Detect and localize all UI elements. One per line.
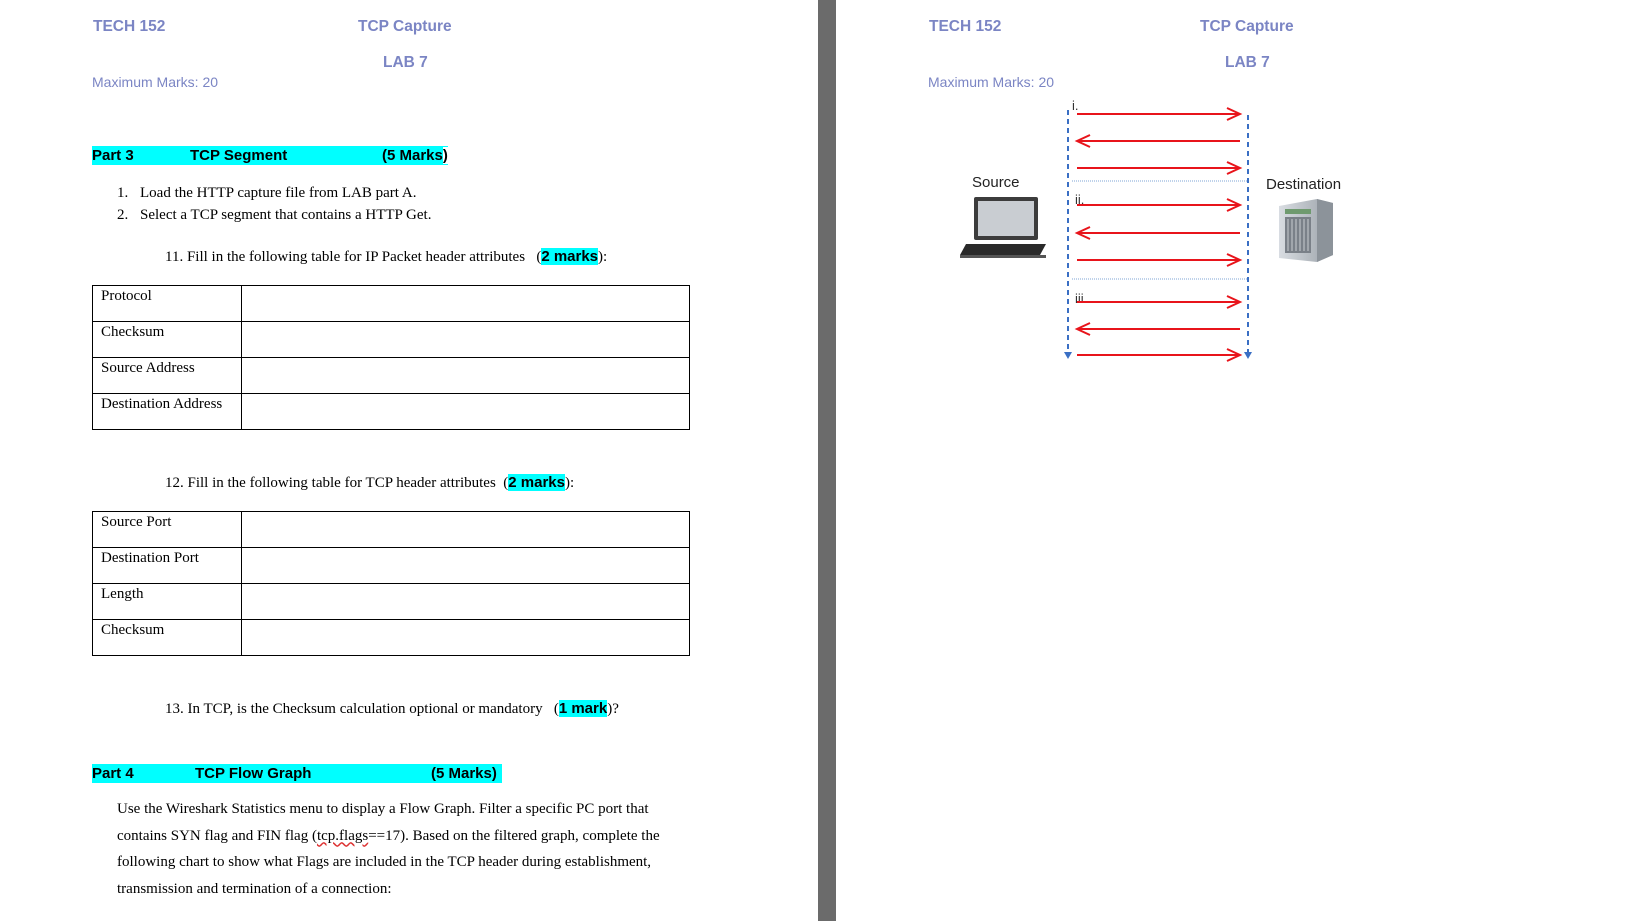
table-row <box>93 584 690 620</box>
document-page-right <box>836 0 1638 921</box>
marks-badge: 2 marks <box>508 474 565 491</box>
question-12: 12. Fill in the following table for TCP header attributes (2 marks): <box>165 474 575 491</box>
server-icon <box>1279 199 1333 262</box>
list-item: 1. Load the HTTP capture file from LAB part A. <box>117 185 417 201</box>
table-row <box>93 286 690 322</box>
answer-cell[interactable] <box>242 620 690 656</box>
part4-heading <box>92 764 502 783</box>
part4-title: TCP Flow Graph <box>195 765 312 782</box>
arrow-to-destination <box>1077 199 1240 211</box>
lab-number: LAB 7 <box>1225 54 1270 71</box>
arrow-to-destination <box>1077 349 1240 361</box>
phase-label: iii. <box>1075 291 1088 306</box>
max-marks: Maximum Marks: 20 <box>92 74 219 90</box>
document-title: TCP Capture <box>1200 18 1294 35</box>
phase-label: i. <box>1072 98 1079 113</box>
destination-lifeline <box>1244 115 1252 359</box>
answer-cell[interactable] <box>242 584 690 620</box>
arrow-to-destination <box>1077 108 1240 120</box>
source-lifeline <box>1064 110 1072 359</box>
phase-label: ii. <box>1075 192 1085 207</box>
source-label: Source <box>972 174 1020 191</box>
row-label: Destination Port <box>93 548 242 584</box>
part4-label: Part 4 <box>92 765 134 782</box>
document-title: TCP Capture <box>358 18 452 35</box>
instruction-list <box>117 182 431 226</box>
page-divider <box>818 0 836 921</box>
row-label: Source Address <box>93 358 242 394</box>
arrow-to-source <box>1077 323 1240 335</box>
filter-expression: tcp.flags <box>316 827 369 844</box>
answer-cell[interactable] <box>242 358 690 394</box>
table-row <box>93 394 690 430</box>
part4-marks: (5 Marks) <box>431 765 497 782</box>
row-label: Checksum <box>93 620 242 656</box>
tcp-header-table <box>92 511 690 656</box>
table-row <box>93 358 690 394</box>
marks-badge: 1 mark <box>558 700 608 717</box>
part3-label: Part 3 <box>92 147 134 164</box>
max-marks: Maximum Marks: 20 <box>928 74 1055 90</box>
part3-heading <box>92 146 452 165</box>
table-row <box>93 548 690 584</box>
message-arrows <box>1077 108 1240 361</box>
row-label: Checksum <box>93 322 242 358</box>
row-label: Protocol <box>93 286 242 322</box>
lab-number: LAB 7 <box>383 54 428 71</box>
answer-cell[interactable] <box>242 322 690 358</box>
answer-cell[interactable] <box>242 394 690 430</box>
arrow-to-destination <box>1077 254 1240 266</box>
course-code: TECH 152 <box>93 18 166 35</box>
row-label: Source Port <box>93 512 242 548</box>
course-code: TECH 152 <box>929 18 1002 35</box>
table-row <box>93 322 690 358</box>
table-row <box>93 512 690 548</box>
tcp-flow-diagram <box>836 0 1638 921</box>
arrow-to-destination <box>1077 296 1240 308</box>
part4-instructions: Use the Wireshark Statistics menu to display a Flow Graph. Filter a specific PC port that contains SYN flag and FIN flag (tcp.flags==17). Based on the filtered graph, complete the following chart to show what Flags are included in the TCP header during establishment, transmission and termination of a connection: <box>117 801 660 897</box>
destination-label: Destination <box>1266 176 1342 193</box>
row-label: Destination Address <box>93 394 242 430</box>
answer-cell[interactable] <box>242 512 690 548</box>
laptop-icon <box>960 197 1046 258</box>
list-item: 2. Select a TCP segment that contains a HTTP Get. <box>117 207 432 223</box>
question-11: 11. Fill in the following table for IP Packet header attributes (2 marks): <box>165 248 608 265</box>
question-13: 13. In TCP, is the Checksum calculation optional or mandatory (1 mark)? <box>165 700 619 717</box>
marks-badge: 2 marks <box>541 248 599 265</box>
answer-cell[interactable] <box>242 286 690 322</box>
row-label: Length <box>93 584 242 620</box>
ip-header-table <box>92 285 690 430</box>
arrow-to-source <box>1077 135 1240 147</box>
arrow-to-source <box>1077 227 1240 239</box>
part3-marks: (5 Marks) <box>382 147 448 164</box>
document-page-left <box>0 0 818 921</box>
arrow-to-destination <box>1077 162 1240 174</box>
table-row <box>93 620 690 656</box>
part3-title: TCP Segment <box>190 147 288 164</box>
answer-cell[interactable] <box>242 548 690 584</box>
